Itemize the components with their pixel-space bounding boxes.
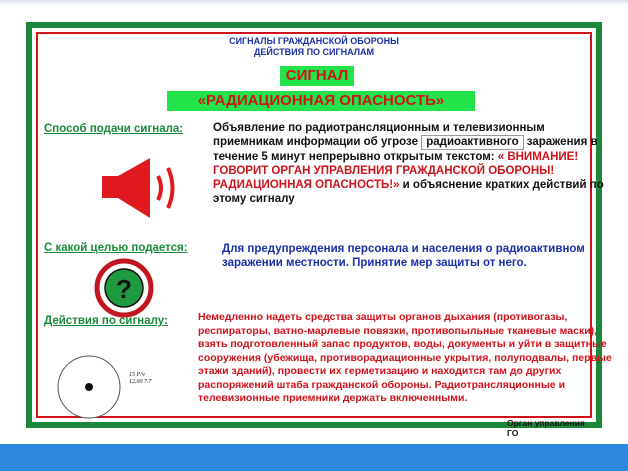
poster-inner-frame (36, 32, 612, 438)
signal-title: СИГНАЛ (280, 66, 354, 86)
header-line-1: СИГНАЛЫ ГРАЖДАНСКОЙ ОБОРОНЫ (229, 36, 399, 46)
section-method-label: Способ подачи сигнала: (44, 123, 184, 135)
method-text-b: заражения в течение 5 минут непрерывно открытым текстом: (213, 136, 598, 163)
header-line-2: ДЕЙСТВИЯ ПО СИГНАЛАМ (253, 47, 375, 57)
top-shadow (0, 0, 628, 6)
section-method-text (213, 121, 613, 206)
method-text-a: Объявление по радиотрансляционным и телевизионным приемникам информации об угрозе (213, 122, 545, 148)
poster-header (38, 36, 590, 58)
signal-poster (26, 22, 612, 438)
clock-note (129, 372, 152, 386)
method-text-announcement: « ВНИМАНИЕ! ГОВОРИТ ОРГАН УПРАВЛЕНИЯ ГРАЖДАНСКОЙ ОБОРОНЫ! РАДИАЦИОННАЯ ОПАСНОСТЬ!» (213, 151, 579, 191)
svg-text:?: ? (116, 274, 132, 304)
signal-name: «РАДИАЦИОННАЯ ОПАСНОСТЬ» (167, 91, 475, 111)
bottom-bar (0, 444, 628, 471)
footer-authority: Орган управления ГО (507, 418, 585, 438)
clock-note-line-1: 15 Р/ч (129, 372, 145, 378)
method-text-c: и объяснение кратких действий по этому сигналу (213, 179, 604, 205)
clock-icon (54, 352, 124, 422)
question-mark-icon (92, 258, 156, 318)
section-purpose-text: Для предупреждения персонала и населения о радиоактивном заражении местности. Принятие мер защиты от него. (222, 243, 585, 269)
clock-note-line-2: 12.00 7.7 (129, 379, 152, 385)
section-actions-label: Действия по сигналу: (44, 315, 168, 327)
loudspeaker-icon (98, 156, 188, 224)
section-purpose-label: С какой целью подается: (44, 242, 188, 254)
section-actions-text: Немедленно надеть средства защиты органов дыхания (противогазы, респираторы, ватно-марлевые повязки, противопыльные тканевые маски), взять подготовленный запас продуктов, воды, документы и уйти в защитные сооружения (убежища, противорадиационные укрытия, полуподвалы, первые этажи зданий), провести их герметизацию и находится там до других распоряжений штаба гражданской обороны. Радиотрансляционные и телевизионные приемники держать включенными. (198, 311, 612, 404)
method-text-boxed: радиоактивного (421, 135, 523, 150)
